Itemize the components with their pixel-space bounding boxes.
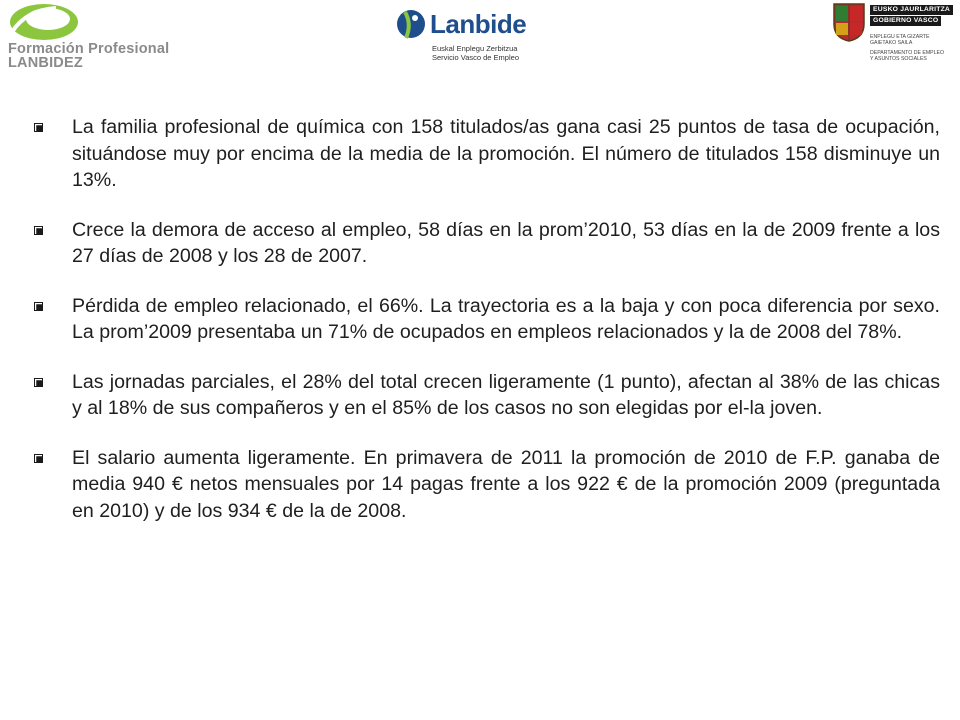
- gov-bar-eu: EUSKO JAURLARITZA: [870, 5, 953, 15]
- gov-dept-es-2: Y ASUNTOS SOCIALES: [870, 56, 927, 62]
- lanbide-mark-icon: [396, 6, 426, 46]
- bullet-item: [34, 293, 940, 346]
- fp-logo-line2: LANBIDEZ: [8, 55, 83, 71]
- lanbide-sub-es: Servicio Vasco de Empleo: [432, 53, 519, 62]
- gov-dept-eu-1: ENPLEGU ETA GIZARTE: [870, 34, 930, 40]
- lanbide-name: Lanbide: [430, 9, 527, 39]
- square-bullet-icon: [34, 302, 43, 311]
- fp-logo-line1: Formación Profesional: [8, 41, 170, 57]
- formacion-profesional-logo: [4, 2, 179, 72]
- bullet-item: [34, 217, 940, 270]
- bullet-text: Pérdida de empleo relacionado, el 66%. La trayectoria es a la baja y con poca diferencia por sexo. La prom’2009 presentaba un 71% de ocupados en empleos relacionados y la de 2008 del 78%.: [72, 294, 940, 343]
- lanbide-logo: [396, 6, 546, 66]
- square-bullet-icon: [34, 454, 43, 463]
- bullet-text: Las jornadas parciales, el 28% del total crecen ligeramente (1 punto), afectan al 38% de las chicas y al 18% de sus compañeros y en el 85% de los casos no son elegidas por el-la joven.: [72, 370, 940, 419]
- coat-of-arms-icon: [832, 2, 866, 42]
- bullet-text: La familia profesional de química con 158 titulados/as gana casi 25 puntos de tasa de ocupación, situándose muy por encima de la media de la promoción. El número de titulados 158 disminuye un 13%.: [72, 116, 940, 191]
- header: [0, 0, 960, 80]
- bullet-text: Crece la demora de acceso al empleo, 58 días en la prom’2010, 53 días en la de 2009 frente a los 27 días de 2008 y los 28 de 2007.: [72, 218, 940, 267]
- square-bullet-icon: [34, 226, 43, 235]
- square-bullet-icon: [34, 378, 43, 387]
- bullet-item: [34, 369, 940, 422]
- fp-leaf-icon: [6, 2, 78, 42]
- square-bullet-icon: [34, 123, 43, 132]
- gov-dept-eu-2: GAIETAKO SAILA: [870, 40, 913, 46]
- gov-dept-es-1: DEPARTAMENTO DE EMPLEO: [870, 50, 944, 56]
- bullet-item: [34, 445, 940, 525]
- gobierno-vasco-logo: [832, 2, 958, 78]
- bullet-item: [34, 114, 940, 194]
- gov-bar-es: GOBIERNO VASCO: [870, 16, 941, 26]
- bullet-text: El salario aumenta ligeramente. En primavera de 2011 la promoción de 2010 de F.P. ganaba de media 940 € netos mensuales por 14 pagas frente a los 922 € de la promoción 2009 (preguntada en 2010) y de los 934 € de la de 2008.: [72, 446, 940, 522]
- bullet-list: [34, 114, 940, 547]
- lanbide-sub-eu: Euskal Enplegu Zerbitzua: [432, 44, 518, 53]
